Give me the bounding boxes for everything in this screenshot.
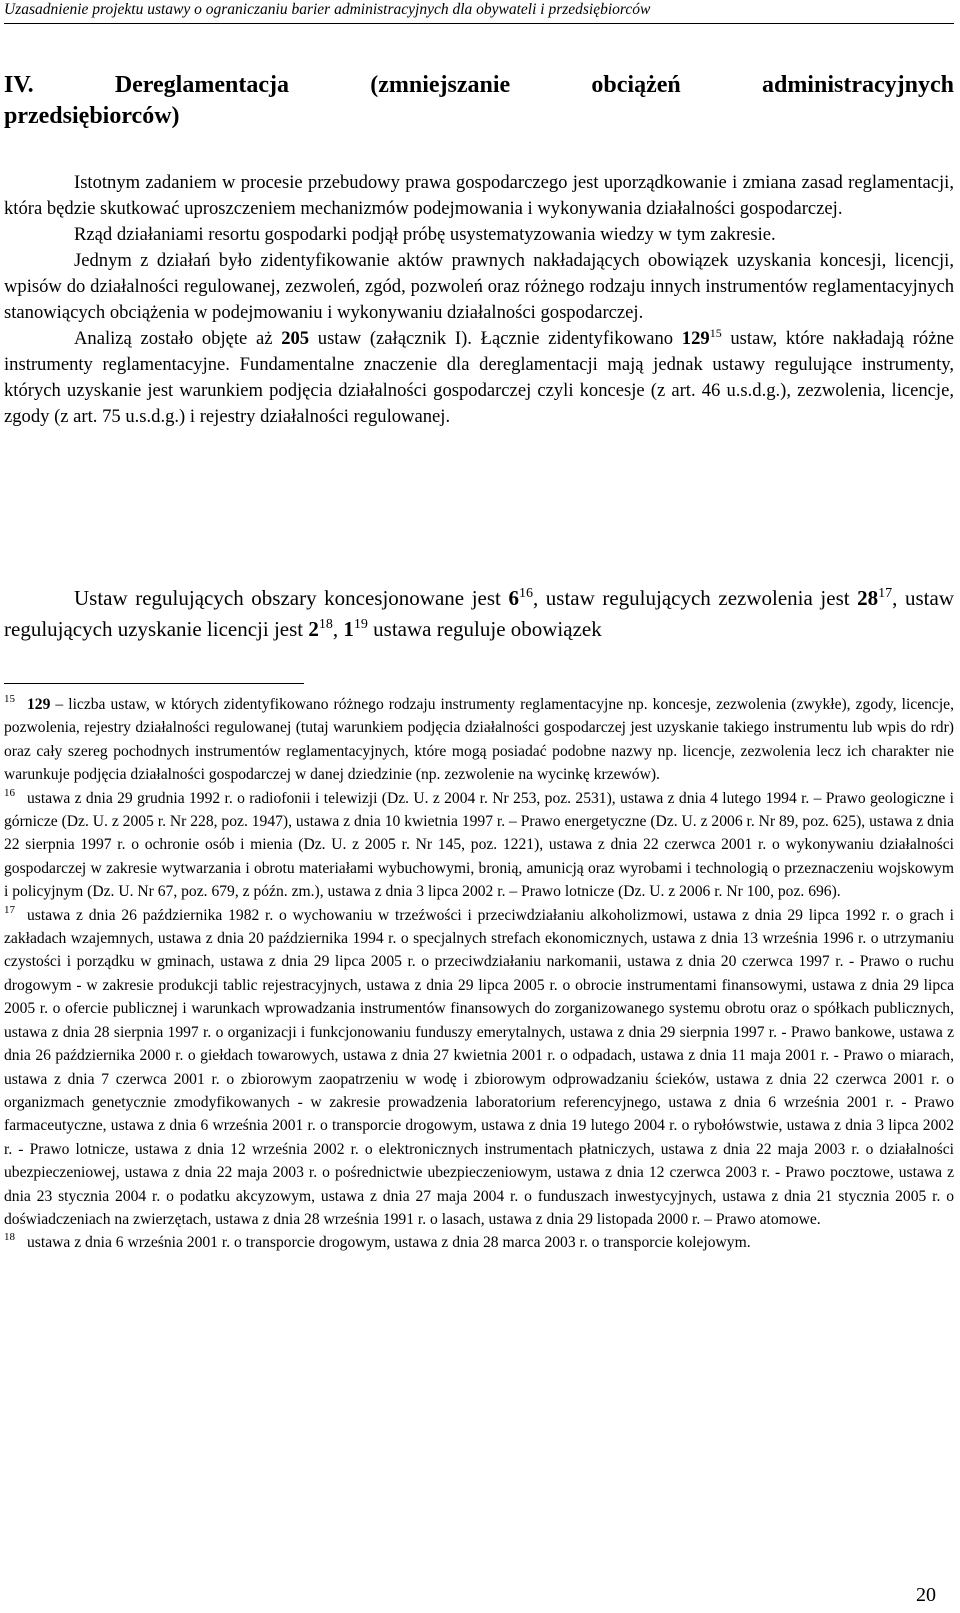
header-rule [4,23,954,24]
paragraph-2: Rząd działaniami resortu gospodarki podjął próbę usystematyzowania wiedzy w tym zakresie. [74,224,776,245]
footnote-ref-16: 16 [518,586,533,601]
heading-word-1: Dereglamentacja [114,72,289,98]
paragraph-4: Analizą zostało objęte aż 205 ustaw (załącznik I). Łącznie zidentyfikowano $129^{15}$ ustaw, które nakładają różne instrumenty reglamentacyjne. Fundamentalne znaczenie dla dereglamentacji mają jednak ustawy regulujące instrumenty, których uzyskanie jest warunkiem podjęcia działalności gospodarczej czyli koncesje (z art. 46 u.s.d.g.), zezwolenia, licencje, zgody (z art. 75 u.s.d.g.) i rejestry działalności regulowanej. [4,325,954,427]
page-number: 20 [916,1584,936,1606]
section-number: IV. [4,72,34,98]
count-identified: 129 [681,328,710,349]
heading-word-3: obciążeń [591,72,681,98]
footnote-ref-18: 18 [318,617,333,632]
footnote-number: 15 [4,693,15,705]
count-analyzed: 205 [281,328,310,349]
paragraph-5-block [4,583,954,645]
footnote-18: $^{18}$ ustawa z dnia 6 września 2001 r. o transporcie drogowym, ustawa z dnia 28 marca 2003 r. o transporcie kolejowym. [4,1231,751,1252]
footnote-15: $^{15}$ 129 – liczba ustaw, w których zidentyfikowano różnego rodzaju instrumenty reglamentacyjne np. koncesje, zezwolenia (zwykłe), zgody, licencje, pozwolenia, rejestry działalności regulowanej (tutaj warunkiem podjęcia działalności gospodarczej jest uzyskanie takiego instrumentu lub wpis do rdr) oraz cały szereg pochodnych instrumentów reglamentacyjnych, które mogą posiadać podobne nazwy np. licencje, zezwolenia lecz ich charakter nie warunkuje podjęcia działalności gospodarczej w danej dziedzinie (np. zezwolenie na wycinkę krzewów). [4,693,954,784]
count-other: 1 [343,617,354,641]
footnotes [4,693,954,1255]
heading-word-4: administracyjnych [761,72,954,98]
section-heading-line1 [4,70,954,101]
footnote-ref-17: 17 [878,586,893,601]
count-concessions: 6 [508,586,519,610]
footnote-17: $^{17}$ ustawa z dnia 26 października 1982 r. o wychowaniu w trzeźwości i przeciwdziałaniu alkoholizmowi, ustawa z dnia 29 lipca 1992 r. o grach i zakładach wzajemnych, ustawa z dnia 20 października 1994 r. o specjalnych strefach ekonomicznych, ustawa z dnia 13 września 1996 r. o utrzymaniu czystości i porządku w gminach, ustawa z dnia 29 lipca 2005 r. o przeciwdziałaniu narkomanii, ustawa z dnia 20 czerwca 1997 r. - Prawo o ruchu drogowym - w zakresie produkcji tablic rejestracyjnych, ustawa z dnia 29 lipca 2005 r. o obrocie instrumentami finansowymi, ustawa z dnia 29 lipca 2005 r. o ofercie publicznej i warunkach wprowadzania instrumentów finansowych do zorganizowanego systemu obrotu oraz o spółkach publicznych, ustawa z dnia 28 sierpnia 1997 r. o organizacji i funkcjonowaniu funduszy emerytalnych, ustawa z dnia 29 sierpnia 1997 r. - Prawo bankowe, ustawa z dnia 26 października 2000 r. o giełdach towarowych, ustawa z dnia 27 kwietnia 2001 r. o odpadach, ustawa z dnia 11 maja 2001 r. - Prawo o miarach, ustawa z dnia 7 czerwca 2001 r. o zbiorowym zaopatrzeniu w wodę i zbiorowym odprowadzaniu ścieków, ustawa z dnia 22 czerwca 2001 r. o organizmach genetycznie zmodyfikowanych - w zakresie prowadzenia laboratorium referencyjnego, ustawa z dnia 6 września 2001 r. - Prawo farmaceutyczne, ustawa z dnia 6 września 2001 r. o transporcie drogowym, ustawa z dnia 19 lutego 2004 r. o rybołówstwie, ustawa z dnia 3 lipca 2002 r. - Prawo lotnicze, ustawa z dnia 12 września 2002 r. o elektronicznych instrumentach płatniczych, ustawa z dnia 22 maja 2003 r. o działalności ubezpieczeniowej, ustawa z dnia 22 maja 2003 r. o pośrednictwie ubezpieczeniowym, ustawa z dnia 12 czerwca 2003 r. - Prawo pocztowe, ustawa z dnia 23 stycznia 2004 r. o podatku akcyzowym, ustawa z dnia 27 maja 2004 r. o funduszach inwestycyjnych, ustawa z dnia 21 stycznia 2005 r. o doświadczeniach na zwierzętach, ustawa z dnia 28 września 1991 r. o lasach, ustawa z dnia 29 listopada 2000 r. – Prawo atomowe. [4,903,954,1228]
paragraph-3: Jednym z działań było zidentyfikowanie aktów prawnych nakładających obowiązek uzyskania koncesji, licencji, wpisów do działalności regulowanej, zezwoleń, zgód, pozwoleń oraz różnego rodzaju innych instrumentów reglamentacyjnych stanowiących obciążenia w podejmowaniu i wykonywaniu działalności gospodarczej. [4,250,954,323]
body-text [4,170,954,430]
footnote-separator [4,683,304,684]
section-heading [4,70,954,132]
count-licences: 2 [308,617,319,641]
section-heading-line2: przedsiębiorców) [4,103,180,129]
heading-word-2: (zmniejszanie [370,72,511,98]
footnote-number: 18 [4,1231,15,1244]
paragraph-5: Ustaw regulujących obszary koncesjonowane jest $6^{16}$, ustaw regulujących zezwolenia jest $28^{17}$, ustaw regulujących uzyskanie licencji jest $2^{18}$, $1^{19}$ ustawa reguluje obowiązek [4,586,954,641]
count-permits: 28 [857,586,879,610]
footnote-number: 17 [4,903,15,916]
footnote-ref-15: 15 [709,325,722,340]
footnote-16: $^{16}$ ustawa z dnia 29 grudnia 1992 r. o radiofonii i telewizji (Dz. U. z 2004 r. Nr 253, poz. 2531), ustawa z dnia 4 lutego 1994 r. – Prawo geologiczne i górnicze (Dz. U. z 2005 r. Nr 228, poz. 1947), ustawa z dnia 10 kwietnia 1997 r. – Prawo energetyczne (Dz. U. z 2006 r. Nr 89, poz. 625), ustawa z dnia 22 sierpnia 1997 r. o ochronie osób i mienia (Dz. U. z 2005 r. Nr 145, poz. 1221), ustawa z dnia 22 czerwca 2001 r. o wykonywaniu działalności gospodarczej w zakresie wytwarzania i obrotu materiałami wybuchowymi, bronią, amunicją oraz wyrobami i technologią o przeznaczeniu wojskowym i policyjnym (Dz. U. Nr 67, poz. 679, z późn. zm.), ustawa z dnia 3 lipca 2002 r. – Prawo lotnicze (Dz. U. z 2006 r. Nr 100, poz. 696). [4,786,954,901]
footnote-ref-19: 19 [353,617,368,632]
footnote-number: 16 [4,786,15,799]
running-header: Uzasadnienie projektu ustawy o ograniczaniu barier administracyjnych dla obywateli i przedsiębiorców [4,1,651,18]
paragraph-1: Istotnym zadaniem w procesie przebudowy prawa gospodarczego jest uporządkowanie i zmiana zasad reglamentacji, która będzie skutkować uproszczeniem mechanizmów podejmowania i wykonywania działalności gospodarczej. [4,172,954,219]
